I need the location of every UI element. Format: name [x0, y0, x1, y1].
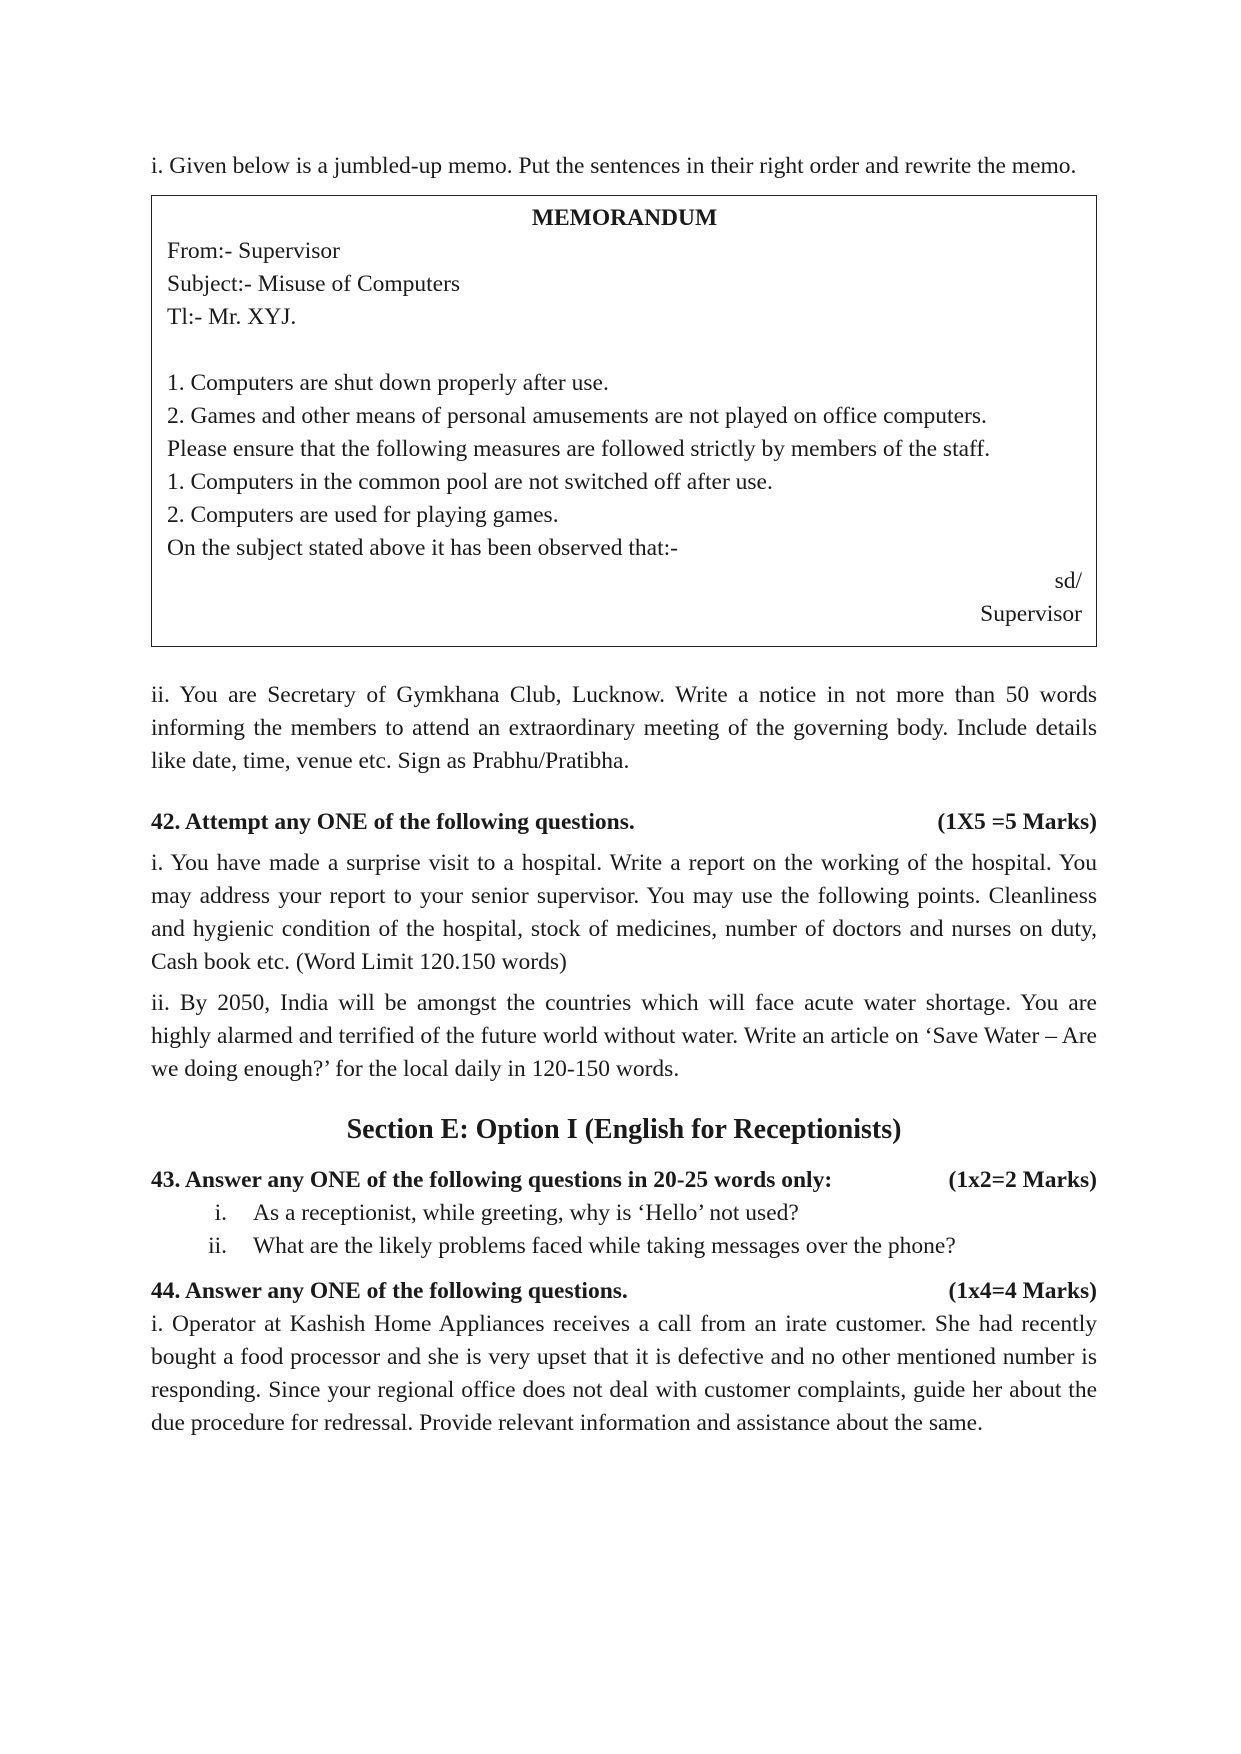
question-44-heading [151, 1275, 1097, 1308]
question-43-item [151, 1230, 1097, 1263]
item-number: ii. [208, 1233, 227, 1259]
question-41-ii: ii. You are Secretary of Gymkhana Club, Lucknow. Write a notice in not more than 50 words informing the members to attend an extraordinary meeting of the governing body. Include details like date, time, venue etc. Sign as Prabhu/Pratibha. [151, 682, 1097, 774]
memo-spacer [167, 334, 1082, 367]
item-text: What are the likely problems faced while taking messages over the phone? [253, 1233, 956, 1259]
memo-line: 2. Games and other means of personal amusements are not played on office computers. [167, 403, 987, 429]
memo-line: On the subject stated above it has been observed that:- [167, 535, 678, 561]
question-42-title: 42. Attempt any ONE of the following questions. [151, 809, 635, 835]
question-41-i-intro: i. Given below is a jumbled-up memo. Put the sentences in their right order and rewrite the memo. [151, 153, 1077, 179]
question-44-marks: (1x4=4 Marks) [948, 1278, 1097, 1304]
item-number: i. [214, 1200, 227, 1226]
memo-line: 1. Computers are shut down properly after use. [167, 370, 609, 396]
question-43-marks: (1x2=2 Marks) [948, 1167, 1097, 1193]
memo-line: Please ensure that the following measures are followed strictly by members of the staff. [167, 436, 991, 462]
question-43-item [151, 1197, 1097, 1230]
question-42-marks: (1X5 =5 Marks) [937, 809, 1097, 835]
memo-line: 2. Computers are used for playing games. [167, 502, 559, 528]
question-42-i: i. You have made a surprise visit to a hospital. Write a report on the working of the hospital. You may address your report to your senior supervisor. You may use the following points. Cleanliness and hygienic condition of the hospital, stock of medicines, number of doctors and nurses on duty, Cash book etc. (Word Limit 120.150 words) [151, 850, 1097, 975]
memo-signature-title: Supervisor [980, 601, 1082, 627]
question-42-heading [151, 806, 1097, 839]
question-44 [151, 1275, 1097, 1440]
item-text: As a receptionist, while greeting, why is ‘Hello’ not used? [253, 1200, 799, 1226]
question-44-title: 44. Answer any ONE of the following questions. [151, 1278, 628, 1304]
memo-to: Tl:- Mr. XYJ. [167, 304, 297, 330]
question-44-i: i. Operator at Kashish Home Appliances receives a call from an irate customer. She had recently bought a food processor and she is very upset that it is defective and no other mentioned number is responding. Since your regional office does not deal with customer complaints, guide her about the due procedure for redressal. Provide relevant information and assistance about the same. [151, 1311, 1097, 1436]
memo-title: MEMORANDUM [531, 205, 718, 231]
question-43-title: 43. Answer any ONE of the following questions in 20-25 words only: [151, 1167, 833, 1193]
section-e-title: Section E: Option I (English for Receptionists) [346, 1114, 902, 1145]
memo-box [151, 195, 1097, 647]
question-43 [151, 1164, 1097, 1263]
question-42-ii: ii. By 2050, India will be amongst the countries which will face acute water shortage. You are highly alarmed and terrified of the future world without water. Write an article on ‘Save Water – Are we doing enough?’ for the local daily in 120-150 words. [151, 990, 1097, 1082]
exam-page [151, 150, 1097, 1440]
question-42 [151, 806, 1097, 1086]
memo-subject: Subject:- Misuse of Computers [167, 271, 461, 297]
memo-signature-mark: sd/ [1054, 568, 1082, 594]
memo-line: 1. Computers in the common pool are not switched off after use. [167, 469, 773, 495]
question-43-heading [151, 1164, 1097, 1197]
memo-from: From:- Supervisor [167, 238, 340, 264]
